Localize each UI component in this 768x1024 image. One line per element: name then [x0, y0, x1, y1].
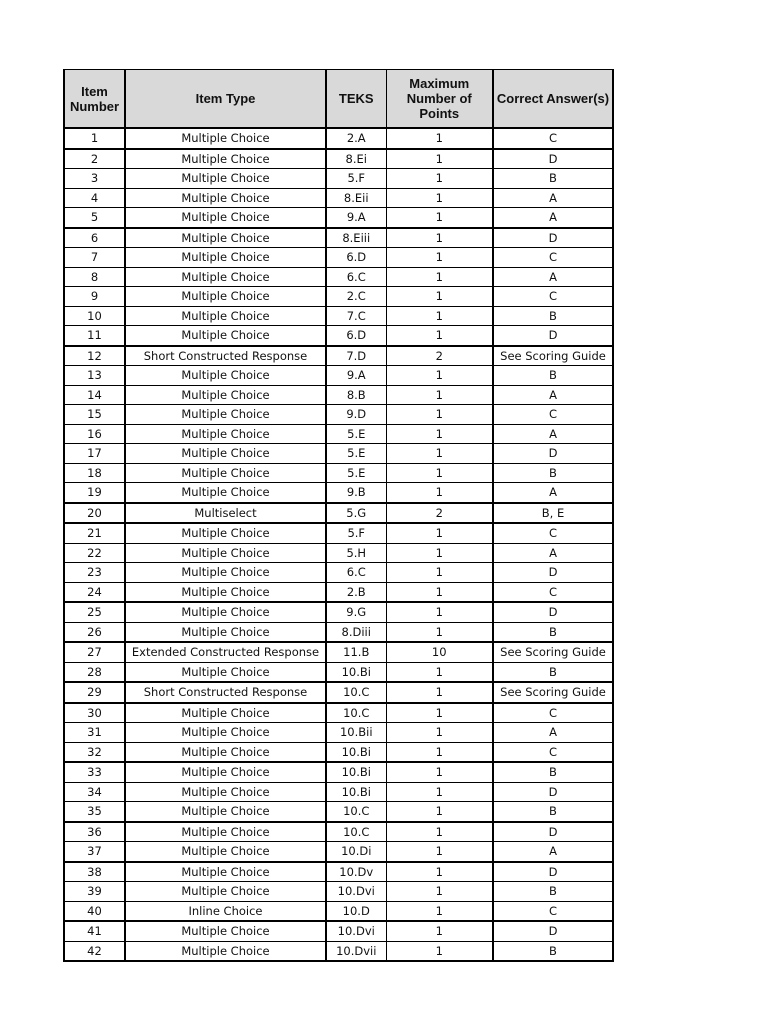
- cell-correct-answer: D: [493, 602, 613, 622]
- table-row: [64, 188, 613, 208]
- cell-correct-answer: D: [493, 326, 613, 346]
- table-row: [64, 444, 613, 464]
- cell-item-type: Multiple Choice: [125, 483, 326, 503]
- cell-item-type: Inline Choice: [125, 901, 326, 921]
- cell-item-type: Multiple Choice: [125, 306, 326, 326]
- cell-max-points: 1: [386, 682, 493, 703]
- cell-item-type: Multiple Choice: [125, 742, 326, 762]
- cell-teks: 5.E: [326, 463, 386, 483]
- cell-item-number: 34: [64, 782, 125, 802]
- table-row: [64, 326, 613, 346]
- cell-teks: 5.H: [326, 543, 386, 563]
- cell-max-points: 2: [386, 346, 493, 366]
- cell-max-points: 1: [386, 523, 493, 543]
- cell-teks: 8.B: [326, 385, 386, 405]
- cell-item-number: 38: [64, 862, 125, 882]
- cell-teks: 10.C: [326, 682, 386, 703]
- cell-max-points: 1: [386, 248, 493, 268]
- table-body: [64, 128, 613, 961]
- cell-max-points: 1: [386, 662, 493, 682]
- table-row: [64, 424, 613, 444]
- cell-teks: 10.Di: [326, 842, 386, 862]
- table-row: [64, 742, 613, 762]
- table-row: [64, 248, 613, 268]
- cell-item-type: Multiple Choice: [125, 267, 326, 287]
- cell-item-number: 3: [64, 169, 125, 189]
- cell-item-number: 16: [64, 424, 125, 444]
- cell-correct-answer: A: [493, 723, 613, 743]
- cell-item-type: Multiple Choice: [125, 444, 326, 464]
- table-row: [64, 682, 613, 703]
- cell-correct-answer: B: [493, 463, 613, 483]
- cell-item-type: Multiple Choice: [125, 128, 326, 149]
- cell-item-type: Multiple Choice: [125, 523, 326, 543]
- table-row: [64, 405, 613, 425]
- cell-item-number: 13: [64, 366, 125, 386]
- cell-max-points: 1: [386, 941, 493, 961]
- cell-teks: 10.C: [326, 822, 386, 842]
- cell-item-type: Extended Constructed Response: [125, 642, 326, 662]
- cell-item-number: 31: [64, 723, 125, 743]
- cell-correct-answer: D: [493, 822, 613, 842]
- cell-correct-answer: C: [493, 287, 613, 307]
- header-max-points: Maximum Number of Points: [386, 70, 493, 129]
- cell-correct-answer: B: [493, 762, 613, 782]
- cell-item-type: Multiple Choice: [125, 822, 326, 842]
- cell-item-type: Multiple Choice: [125, 622, 326, 642]
- cell-correct-answer: D: [493, 149, 613, 169]
- header-teks: TEKS: [326, 70, 386, 129]
- table-row: [64, 901, 613, 921]
- cell-max-points: 1: [386, 366, 493, 386]
- cell-correct-answer: A: [493, 208, 613, 228]
- cell-item-type: Multiple Choice: [125, 782, 326, 802]
- header-correct-answers: Correct Answer(s): [493, 70, 613, 129]
- cell-teks: 8.Ei: [326, 149, 386, 169]
- cell-item-number: 36: [64, 822, 125, 842]
- cell-item-number: 11: [64, 326, 125, 346]
- cell-item-number: 35: [64, 802, 125, 822]
- cell-correct-answer: D: [493, 782, 613, 802]
- cell-max-points: 1: [386, 602, 493, 622]
- cell-item-number: 42: [64, 941, 125, 961]
- cell-max-points: 1: [386, 842, 493, 862]
- cell-item-type: Multiple Choice: [125, 326, 326, 346]
- table-row: [64, 842, 613, 862]
- cell-item-number: 12: [64, 346, 125, 366]
- cell-correct-answer: B: [493, 622, 613, 642]
- table-row: [64, 463, 613, 483]
- cell-item-type: Multiple Choice: [125, 543, 326, 563]
- cell-teks: 6.C: [326, 563, 386, 583]
- table-row: [64, 523, 613, 543]
- cell-max-points: 1: [386, 228, 493, 248]
- cell-item-type: Short Constructed Response: [125, 346, 326, 366]
- cell-max-points: 1: [386, 128, 493, 149]
- cell-item-type: Multiple Choice: [125, 188, 326, 208]
- table-row: [64, 723, 613, 743]
- cell-item-type: Multiple Choice: [125, 463, 326, 483]
- cell-item-number: 27: [64, 642, 125, 662]
- cell-correct-answer: A: [493, 483, 613, 503]
- cell-teks: 9.D: [326, 405, 386, 425]
- cell-correct-answer: C: [493, 901, 613, 921]
- cell-max-points: 1: [386, 582, 493, 602]
- cell-correct-answer: C: [493, 742, 613, 762]
- cell-correct-answer: B: [493, 169, 613, 189]
- header-row: [64, 70, 613, 129]
- cell-item-number: 28: [64, 662, 125, 682]
- cell-correct-answer: A: [493, 543, 613, 563]
- cell-max-points: 1: [386, 483, 493, 503]
- cell-correct-answer: A: [493, 385, 613, 405]
- cell-item-number: 29: [64, 682, 125, 703]
- cell-max-points: 1: [386, 188, 493, 208]
- cell-correct-answer: B: [493, 941, 613, 961]
- cell-item-type: Short Constructed Response: [125, 682, 326, 703]
- table-row: [64, 782, 613, 802]
- cell-max-points: 1: [386, 267, 493, 287]
- cell-correct-answer: C: [493, 248, 613, 268]
- cell-teks: 10.Bi: [326, 762, 386, 782]
- table-row: [64, 882, 613, 902]
- cell-max-points: 2: [386, 503, 493, 524]
- cell-item-type: Multiple Choice: [125, 602, 326, 622]
- cell-correct-answer: A: [493, 842, 613, 862]
- cell-correct-answer: D: [493, 228, 613, 248]
- cell-max-points: 1: [386, 149, 493, 169]
- cell-item-type: Multiple Choice: [125, 582, 326, 602]
- cell-teks: 10.Dvi: [326, 921, 386, 941]
- cell-item-type: Multiple Choice: [125, 424, 326, 444]
- cell-teks: 9.A: [326, 208, 386, 228]
- cell-teks: 10.Bii: [326, 723, 386, 743]
- cell-teks: 9.G: [326, 602, 386, 622]
- cell-teks: 10.Bi: [326, 742, 386, 762]
- cell-correct-answer: B: [493, 306, 613, 326]
- cell-max-points: 1: [386, 703, 493, 723]
- cell-max-points: 1: [386, 901, 493, 921]
- cell-teks: 10.D: [326, 901, 386, 921]
- cell-item-number: 2: [64, 149, 125, 169]
- table-row: [64, 306, 613, 326]
- cell-teks: 2.A: [326, 128, 386, 149]
- cell-teks: 8.Diii: [326, 622, 386, 642]
- cell-item-type: Multiple Choice: [125, 842, 326, 862]
- cell-correct-answer: C: [493, 703, 613, 723]
- cell-item-number: 26: [64, 622, 125, 642]
- cell-teks: 9.A: [326, 366, 386, 386]
- cell-item-type: Multiple Choice: [125, 563, 326, 583]
- cell-item-number: 23: [64, 563, 125, 583]
- cell-max-points: 1: [386, 208, 493, 228]
- table-row: [64, 941, 613, 961]
- table-row: [64, 642, 613, 662]
- cell-item-type: Multiple Choice: [125, 703, 326, 723]
- table-row: [64, 149, 613, 169]
- cell-item-number: 8: [64, 267, 125, 287]
- cell-item-number: 30: [64, 703, 125, 723]
- cell-teks: 2.B: [326, 582, 386, 602]
- cell-item-type: Multiple Choice: [125, 882, 326, 902]
- cell-item-number: 14: [64, 385, 125, 405]
- cell-max-points: 10: [386, 642, 493, 662]
- cell-correct-answer: See Scoring Guide: [493, 642, 613, 662]
- cell-item-number: 10: [64, 306, 125, 326]
- table-row: [64, 622, 613, 642]
- cell-teks: 7.C: [326, 306, 386, 326]
- table-row: [64, 503, 613, 524]
- table-row: [64, 366, 613, 386]
- table-row: [64, 228, 613, 248]
- cell-max-points: 1: [386, 742, 493, 762]
- cell-correct-answer: D: [493, 563, 613, 583]
- cell-max-points: 1: [386, 405, 493, 425]
- cell-max-points: 1: [386, 822, 493, 842]
- cell-correct-answer: B: [493, 802, 613, 822]
- cell-item-number: 15: [64, 405, 125, 425]
- cell-item-number: 20: [64, 503, 125, 524]
- cell-teks: 10.Dvii: [326, 941, 386, 961]
- cell-item-type: Multiple Choice: [125, 862, 326, 882]
- cell-correct-answer: B, E: [493, 503, 613, 524]
- cell-teks: 9.B: [326, 483, 386, 503]
- cell-max-points: 1: [386, 921, 493, 941]
- cell-item-type: Multiple Choice: [125, 921, 326, 941]
- cell-max-points: 1: [386, 543, 493, 563]
- cell-teks: 10.Bi: [326, 782, 386, 802]
- cell-item-number: 33: [64, 762, 125, 782]
- cell-correct-answer: D: [493, 862, 613, 882]
- cell-max-points: 1: [386, 385, 493, 405]
- cell-correct-answer: See Scoring Guide: [493, 346, 613, 366]
- cell-max-points: 1: [386, 723, 493, 743]
- cell-max-points: 1: [386, 882, 493, 902]
- cell-teks: 10.Bi: [326, 662, 386, 682]
- cell-teks: 2.C: [326, 287, 386, 307]
- cell-item-number: 21: [64, 523, 125, 543]
- header-item-type: Item Type: [125, 70, 326, 129]
- table-row: [64, 287, 613, 307]
- cell-correct-answer: C: [493, 405, 613, 425]
- cell-teks: 11.B: [326, 642, 386, 662]
- cell-max-points: 1: [386, 762, 493, 782]
- cell-max-points: 1: [386, 802, 493, 822]
- cell-max-points: 1: [386, 306, 493, 326]
- table-row: [64, 385, 613, 405]
- cell-item-number: 39: [64, 882, 125, 902]
- cell-item-number: 9: [64, 287, 125, 307]
- cell-teks: 5.E: [326, 444, 386, 464]
- header-item-number: Item Number: [64, 70, 125, 129]
- cell-item-type: Multiple Choice: [125, 723, 326, 743]
- cell-teks: 6.D: [326, 248, 386, 268]
- cell-correct-answer: D: [493, 444, 613, 464]
- cell-item-type: Multiple Choice: [125, 366, 326, 386]
- cell-max-points: 1: [386, 326, 493, 346]
- cell-teks: 5.F: [326, 169, 386, 189]
- table-row: [64, 921, 613, 941]
- cell-item-number: 40: [64, 901, 125, 921]
- cell-max-points: 1: [386, 563, 493, 583]
- cell-max-points: 1: [386, 862, 493, 882]
- cell-teks: 10.C: [326, 703, 386, 723]
- cell-correct-answer: C: [493, 582, 613, 602]
- cell-teks: 10.C: [326, 802, 386, 822]
- cell-item-number: 1: [64, 128, 125, 149]
- cell-item-number: 41: [64, 921, 125, 941]
- cell-item-number: 37: [64, 842, 125, 862]
- cell-item-type: Multiple Choice: [125, 405, 326, 425]
- table-row: [64, 802, 613, 822]
- table-row: [64, 662, 613, 682]
- cell-correct-answer: A: [493, 267, 613, 287]
- cell-item-type: Multiple Choice: [125, 248, 326, 268]
- cell-max-points: 1: [386, 463, 493, 483]
- answer-key-table: [63, 69, 614, 962]
- cell-correct-answer: B: [493, 366, 613, 386]
- cell-correct-answer: C: [493, 128, 613, 149]
- table-row: [64, 602, 613, 622]
- table-row: [64, 267, 613, 287]
- cell-teks: 10.Dv: [326, 862, 386, 882]
- table-row: [64, 822, 613, 842]
- cell-item-type: Multiple Choice: [125, 662, 326, 682]
- cell-item-type: Multiple Choice: [125, 208, 326, 228]
- cell-item-number: 24: [64, 582, 125, 602]
- cell-max-points: 1: [386, 287, 493, 307]
- table-row: [64, 483, 613, 503]
- table-row: [64, 169, 613, 189]
- cell-teks: 6.D: [326, 326, 386, 346]
- cell-item-type: Multiple Choice: [125, 287, 326, 307]
- cell-teks: 8.Eiii: [326, 228, 386, 248]
- cell-max-points: 1: [386, 622, 493, 642]
- cell-item-type: Multiple Choice: [125, 169, 326, 189]
- table-row: [64, 128, 613, 149]
- table-row: [64, 582, 613, 602]
- cell-max-points: 1: [386, 444, 493, 464]
- cell-correct-answer: D: [493, 921, 613, 941]
- cell-item-type: Multiple Choice: [125, 762, 326, 782]
- cell-item-number: 25: [64, 602, 125, 622]
- cell-max-points: 1: [386, 424, 493, 444]
- cell-item-number: 32: [64, 742, 125, 762]
- cell-correct-answer: See Scoring Guide: [493, 682, 613, 703]
- cell-item-number: 19: [64, 483, 125, 503]
- cell-correct-answer: C: [493, 523, 613, 543]
- table-row: [64, 762, 613, 782]
- cell-item-number: 5: [64, 208, 125, 228]
- cell-correct-answer: A: [493, 188, 613, 208]
- cell-item-number: 18: [64, 463, 125, 483]
- cell-item-type: Multiple Choice: [125, 802, 326, 822]
- cell-teks: 8.Eii: [326, 188, 386, 208]
- cell-max-points: 1: [386, 782, 493, 802]
- table-row: [64, 703, 613, 723]
- cell-item-type: Multiple Choice: [125, 149, 326, 169]
- cell-item-number: 7: [64, 248, 125, 268]
- cell-teks: 5.E: [326, 424, 386, 444]
- cell-item-type: Multiple Choice: [125, 228, 326, 248]
- table-row: [64, 862, 613, 882]
- table-row: [64, 346, 613, 366]
- table-row: [64, 563, 613, 583]
- cell-item-number: 4: [64, 188, 125, 208]
- cell-max-points: 1: [386, 169, 493, 189]
- cell-correct-answer: A: [493, 424, 613, 444]
- table-row: [64, 543, 613, 563]
- cell-item-type: Multiple Choice: [125, 385, 326, 405]
- cell-correct-answer: B: [493, 882, 613, 902]
- cell-teks: 7.D: [326, 346, 386, 366]
- cell-item-type: Multiple Choice: [125, 941, 326, 961]
- cell-teks: 10.Dvi: [326, 882, 386, 902]
- cell-item-number: 6: [64, 228, 125, 248]
- cell-correct-answer: B: [493, 662, 613, 682]
- cell-item-type: Multiselect: [125, 503, 326, 524]
- cell-item-number: 17: [64, 444, 125, 464]
- cell-teks: 6.C: [326, 267, 386, 287]
- cell-item-number: 22: [64, 543, 125, 563]
- table-row: [64, 208, 613, 228]
- cell-teks: 5.G: [326, 503, 386, 524]
- cell-teks: 5.F: [326, 523, 386, 543]
